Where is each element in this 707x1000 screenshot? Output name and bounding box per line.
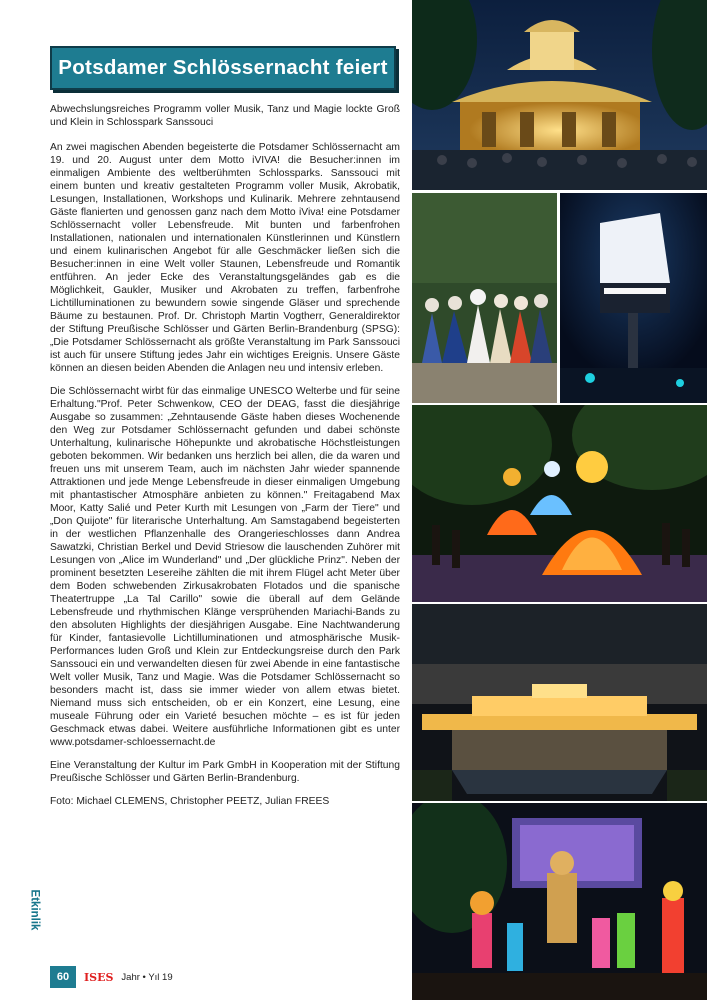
- photo-credit: Foto: Michael CLEMENS, Christopher PEETZ, Julian FREES: [50, 796, 330, 807]
- photo-costumed-performers: [412, 193, 557, 403]
- photo-orangery-aerial: [412, 604, 707, 801]
- photo-flower-stiltwalkers: [412, 405, 707, 602]
- photo-floating-piano: [560, 193, 707, 403]
- article-title: Potsdamer Schlössernacht feiert: [58, 56, 388, 79]
- photo-lantern-figures: [412, 803, 707, 1000]
- article-paragraph-1: An zwei magischen Abenden begeisterte die Potsdamer Schlössernacht am 19. und 20. August unter dem Motto iVIVA! die Besucher:innen im einmaligen Ambiente des weltberühmten Schlossparks. Sanssouci mit einem bunten und kreativ gestalteten Programm voller Musik, Akrobatik, Lesungen, Installationen, Workshops und Kulinarik. Mehrere zehntausend Gäste flanierten und genossen ganz nach dem Motto iViva! eine Potsdamer Schlössernacht voller Lebensfreude. Mit bunten und farbenfrohen Installationen, nationalen und internationalen Künstlerinnen und Künstlern und einem kulinarischen Angebot für alle Geschmäcker ließen sich die Besucher:innen in eine Welt voller Staunen, Lebensfreude und Romantik entführen. An jeder Ecke des Veranstaltungsgeländes gab es die Möglichkeit, Gaukler, Musiker und Akrobaten zu treffen, farbenfrohe Lichtilluminationen zu bewundern sowie singende Gläser und sprechende Bäume zu bestaunen. Prof. Dr. Christoph Martin Vogtherr, Generaldirektor der Stiftung Preußische Schlösser und Gärten Berlin-Brandenburg (SPSG): „Die Potsdamer Schlössernacht als größte Veranstaltung im Park Sanssouci ist auch für unsere Stiftung jedes Jahr ein wichtiges Ereignis. Unsere Gäste können an diesen beiden Abenden die Anlagen neu und intensiv erleben.: [50, 142, 400, 374]
- article-paragraph-3: Eine Veranstaltung der Kultur im Park GmbH in Kooperation mit der Stiftung Preußische Schlösser und Gärten Berlin-Brandenburg.: [50, 760, 400, 784]
- article-title-banner: [50, 46, 396, 90]
- page-footer: [50, 966, 270, 988]
- page-number: 60: [50, 966, 76, 988]
- issue-label: Jahr • Yıl 19: [121, 971, 173, 983]
- article-paragraph-2: Die Schlössernacht wirbt für das einmalige UNESCO Welterbe und für seine Erhaltung."Prof. Peter Schwenkow, CEO der DEAG, fasst die diesjährige Ausgabe so zusammen: „Zehntausende Gäste haben dieses Wochenende den Weg zur Potsdamer Schlössernacht gefunden und dabei schönste Unterhaltung, kulinarische Höhepunkte und akrobatische Höchstleistungen geboten bekommen. Wir bedanken uns herzlich bei allen, die da waren und freuen uns mit unserem Team, auch im nächsten Jahr wieder spannende Attraktionen und jede Menge Lebensfreude in dieser einmaligen Umgebung mit phantastischer Atmosphäre anbieten zu können." Freitagabend Max Moor, Katty Salié und Peter Kurth mit Lesungen von „Farm der Tiere" und „Don Quijote" für literarische Unterhaltung. Am Samstagabend begeisterten in der westlichen Pflanzenhalle des Orangerieschlosses dann Andrea Sawatzki, Christian Berkel und Devid Striesow die lauschenden Zuhörer mit Lesungen von „Alice im Wunderland" und „Der glückliche Prinz". Neben der prominent besetzten Lesereihe zählten die mit ihrem Flügel acht Meter über dem Boden schwebenden Zirkusakrobaten Flotados und die spanische Theatertruppe „La Tal Carillo" sowie die überall auf dem Gelände Lebensfreude und rhythmischen Klänge versprühenden Mariachi-Bands zu den absoluten Highlights der diesjährigen Ausgabe. Eine Nachtwanderung für Kinder, fantasievolle Lichtilluminationen und atmosphärische Musik-Performances luden Groß und Klein zur Entdeckungsreise durch den Park Sanssouci ein und verwandelten diesen für zwei Abende in eine fantastische Welt voller Musik, Tanz und Magie. Was die Potsdamer Schlössernacht so besonders macht ist, dass sie immer wieder von allem etwas bietet. Niemand muss sich entscheiden, ob er ein Konzert, eine Lesung, eine museale Führung oder ein Varieté besuchen möchte – es ist für jeden Geschmack etwas dabei. Weitere ausführliche Informationen gibt es unter www.potsdamer-schloessernacht.de: [50, 386, 400, 748]
- article-lead: Abwechslungsreiches Programm voller Musik, Tanz und Magie lockte Groß und Klein in Schlosspark Sanssouci: [50, 104, 400, 128]
- article-body: [50, 103, 400, 818]
- photo-chinese-house: [412, 0, 707, 190]
- magazine-logo: ISES: [84, 970, 114, 984]
- section-tab-label: Etkinlik: [28, 889, 40, 931]
- section-tab: [27, 872, 41, 948]
